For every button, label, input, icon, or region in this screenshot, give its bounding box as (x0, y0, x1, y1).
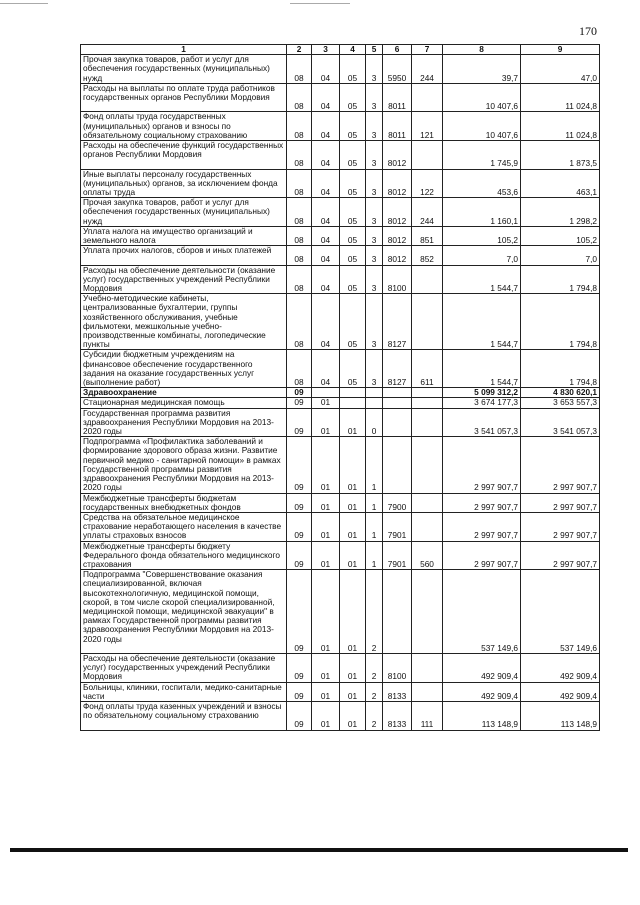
row-name-cell: Фонд оплаты труда казенных учреждений и взносы по обязательному социальному страхованию (81, 701, 287, 730)
row-value-cell: 492 909,4 (443, 653, 521, 682)
row-value-cell (412, 388, 443, 398)
row-value-cell: 8012 (383, 246, 412, 265)
row-value-cell: 2 997 907,7 (443, 437, 521, 493)
scan-artifact (0, 3, 48, 4)
row-value-cell: 05 (340, 265, 366, 294)
table-row (81, 265, 600, 294)
table-row (81, 682, 600, 701)
row-value-cell: 05 (340, 198, 366, 227)
row-value-cell: 08 (287, 350, 312, 388)
row-value-cell: 1 160,1 (443, 198, 521, 227)
row-value-cell: 09 (287, 408, 312, 437)
row-value-cell: 8127 (383, 294, 412, 350)
row-value-cell (412, 83, 443, 112)
row-value-cell (412, 294, 443, 350)
row-value-cell: 04 (312, 112, 340, 141)
header-cell: 6 (383, 45, 412, 55)
row-value-cell (412, 493, 443, 512)
row-name-cell: Стационарная медицинская помощь (81, 398, 287, 408)
row-value-cell: 2 (366, 570, 383, 654)
row-value-cell: 7901 (383, 512, 412, 541)
row-value-cell: 01 (312, 653, 340, 682)
row-value-cell: 1 (366, 493, 383, 512)
row-name-cell: Иные выплаты персоналу государственных (муниципальных) органов, за исключением фонда оплаты труда (81, 169, 287, 198)
row-value-cell: 05 (340, 141, 366, 170)
page-number: 170 (579, 24, 597, 38)
header-cell: 9 (521, 45, 600, 55)
row-value-cell: 05 (340, 294, 366, 350)
budget-table (80, 44, 600, 731)
row-value-cell: 492 909,4 (521, 682, 600, 701)
table-row (81, 701, 600, 730)
table-row (81, 408, 600, 437)
row-value-cell: 2 997 907,7 (443, 493, 521, 512)
row-value-cell (412, 512, 443, 541)
row-value-cell: 09 (287, 388, 312, 398)
table-row (81, 83, 600, 112)
scan-artifact (290, 3, 350, 4)
row-value-cell: 537 149,6 (521, 570, 600, 654)
row-value-cell: 05 (340, 112, 366, 141)
row-value-cell: 04 (312, 198, 340, 227)
row-value-cell: 2 (366, 701, 383, 730)
row-value-cell: 08 (287, 141, 312, 170)
row-value-cell: 121 (412, 112, 443, 141)
row-value-cell: 01 (312, 398, 340, 408)
row-value-cell: 4 830 620,1 (521, 388, 600, 398)
row-value-cell: 09 (287, 512, 312, 541)
row-value-cell: 08 (287, 246, 312, 265)
row-value-cell: 39,7 (443, 55, 521, 84)
row-name-cell: Расходы на обеспечение функций государственных органов Республики Мордовия (81, 141, 287, 170)
row-name-cell: Больницы, клиники, госпитали, медико-санитарные части (81, 682, 287, 701)
row-value-cell: 2 997 907,7 (443, 512, 521, 541)
row-value-cell: 1 544,7 (443, 350, 521, 388)
table-row (81, 653, 600, 682)
row-value-cell: 01 (340, 437, 366, 493)
row-value-cell: 8012 (383, 169, 412, 198)
row-value-cell: 01 (340, 653, 366, 682)
row-value-cell: 01 (312, 701, 340, 730)
row-value-cell (340, 388, 366, 398)
row-name-cell: Расходы на обеспечение деятельности (оказание услуг) государственных учреждений Республики Мордовия (81, 653, 287, 682)
row-value-cell: 113 148,9 (521, 701, 600, 730)
row-value-cell: 7901 (383, 541, 412, 570)
row-value-cell: 7,0 (443, 246, 521, 265)
row-value-cell: 8012 (383, 141, 412, 170)
row-value-cell: 3 541 057,3 (521, 408, 600, 437)
row-value-cell: 01 (312, 408, 340, 437)
row-value-cell: 3 (366, 141, 383, 170)
header-cell: 8 (443, 45, 521, 55)
row-value-cell: 105,2 (443, 226, 521, 245)
row-value-cell (366, 398, 383, 408)
row-value-cell (412, 398, 443, 408)
row-name-cell: Подпрограмма «Профилактика заболеваний и формирование здорового образа жизни. Развитие первичной медико - санитарной помощи» в рамках Государственной программы развития здравоохранения Республики Мордовия на 2013-2020 годы (81, 437, 287, 493)
row-value-cell: 105,2 (521, 226, 600, 245)
row-value-cell: 1 745,9 (443, 141, 521, 170)
row-value-cell: 1 794,8 (521, 350, 600, 388)
table-row (81, 541, 600, 570)
row-value-cell: 3 674 177,3 (443, 398, 521, 408)
row-value-cell: 04 (312, 294, 340, 350)
row-name-cell: Учебно-методические кабинеты, централизованные бухгалтерии, группы хозяйственного обслуживания, учебные фильмотеки, межшкольные учебно-производственные комбинаты, логопедические пункты (81, 294, 287, 350)
row-value-cell: 05 (340, 55, 366, 84)
row-value-cell: 3 (366, 294, 383, 350)
row-value-cell: 04 (312, 141, 340, 170)
table-row (81, 388, 600, 398)
row-value-cell: 3 (366, 226, 383, 245)
row-value-cell: 8012 (383, 198, 412, 227)
row-value-cell: 8133 (383, 682, 412, 701)
row-value-cell: 1 544,7 (443, 294, 521, 350)
row-value-cell: 08 (287, 265, 312, 294)
row-value-cell: 1 794,8 (521, 294, 600, 350)
row-value-cell: 1 873,5 (521, 141, 600, 170)
row-value-cell: 537 149,6 (443, 570, 521, 654)
table-row (81, 294, 600, 350)
row-value-cell: 3 (366, 55, 383, 84)
table-row (81, 169, 600, 198)
row-value-cell: 8127 (383, 350, 412, 388)
row-value-cell: 463,1 (521, 169, 600, 198)
row-value-cell: 453,6 (443, 169, 521, 198)
row-value-cell: 111 (412, 701, 443, 730)
header-cell: 2 (287, 45, 312, 55)
row-value-cell: 08 (287, 83, 312, 112)
row-value-cell: 11 024,8 (521, 83, 600, 112)
row-value-cell: 09 (287, 493, 312, 512)
row-value-cell: 05 (340, 350, 366, 388)
row-name-cell: Здравоохранение (81, 388, 287, 398)
row-value-cell: 3 (366, 169, 383, 198)
row-value-cell: 7,0 (521, 246, 600, 265)
row-value-cell (312, 388, 340, 398)
row-value-cell (383, 437, 412, 493)
row-value-cell: 04 (312, 169, 340, 198)
row-value-cell: 3 (366, 83, 383, 112)
row-name-cell: Фонд оплаты труда государственных (муниципальных) органов и взносы по обязательному социальному страхованию (81, 112, 287, 141)
row-value-cell: 2 (366, 653, 383, 682)
row-value-cell (412, 408, 443, 437)
row-value-cell: 1 298,2 (521, 198, 600, 227)
row-value-cell: 2 997 907,7 (521, 541, 600, 570)
row-value-cell: 3 (366, 112, 383, 141)
table-row (81, 437, 600, 493)
row-value-cell: 611 (412, 350, 443, 388)
row-value-cell: 1 794,8 (521, 265, 600, 294)
table-row (81, 246, 600, 265)
row-value-cell: 01 (340, 512, 366, 541)
row-value-cell: 122 (412, 169, 443, 198)
row-value-cell: 01 (312, 570, 340, 654)
table-row (81, 141, 600, 170)
row-value-cell: 04 (312, 83, 340, 112)
row-value-cell: 09 (287, 701, 312, 730)
row-value-cell: 08 (287, 198, 312, 227)
row-value-cell: 2 997 907,7 (521, 512, 600, 541)
row-value-cell: 1 (366, 437, 383, 493)
row-value-cell: 3 (366, 265, 383, 294)
row-value-cell: 09 (287, 541, 312, 570)
row-value-cell: 09 (287, 398, 312, 408)
row-value-cell: 01 (340, 541, 366, 570)
row-value-cell: 01 (340, 408, 366, 437)
row-value-cell: 2 997 907,7 (443, 541, 521, 570)
row-value-cell: 08 (287, 55, 312, 84)
table-row (81, 570, 600, 654)
row-value-cell: 1 (366, 541, 383, 570)
row-value-cell: 7900 (383, 493, 412, 512)
row-value-cell: 08 (287, 294, 312, 350)
row-value-cell: 05 (340, 83, 366, 112)
row-value-cell: 04 (312, 55, 340, 84)
row-value-cell (412, 653, 443, 682)
row-value-cell: 3 (366, 246, 383, 265)
row-value-cell: 04 (312, 226, 340, 245)
row-value-cell: 01 (312, 512, 340, 541)
row-value-cell (412, 437, 443, 493)
row-value-cell: 04 (312, 265, 340, 294)
row-value-cell: 47,0 (521, 55, 600, 84)
row-value-cell (412, 682, 443, 701)
row-value-cell: 8011 (383, 83, 412, 112)
table-row (81, 55, 600, 84)
row-value-cell: 8011 (383, 112, 412, 141)
table-row (81, 350, 600, 388)
row-name-cell: Прочая закупка товаров, работ и услуг для обеспечения государственных (муниципальных) нужд (81, 198, 287, 227)
row-value-cell: 852 (412, 246, 443, 265)
row-value-cell: 8100 (383, 265, 412, 294)
row-value-cell (383, 398, 412, 408)
table-row (81, 512, 600, 541)
row-name-cell: Подпрограмма "Совершенствование оказания специализированной, включая высокотехнологичную, медицинской помощи, скорой, в том числе скорой специализированной, медицинской помощи, медицинской эвакуации" в рамках Государственной программы развития здравоохранения Республики Мордовия на 2013-2020 годы (81, 570, 287, 654)
page-bottom-rule (10, 848, 628, 852)
row-value-cell (412, 141, 443, 170)
row-value-cell (383, 388, 412, 398)
row-name-cell: Государственная программа развития здравоохранения Республики Мордовия на 2013-2020 годы (81, 408, 287, 437)
row-value-cell: 3 (366, 350, 383, 388)
row-name-cell: Расходы на выплаты по оплате труда работников государственных органов Республики Мордовия (81, 83, 287, 112)
row-name-cell: Расходы на обеспечение деятельности (оказание услуг) государственных учреждений Республики Мордовия (81, 265, 287, 294)
row-value-cell: 2 997 907,7 (521, 437, 600, 493)
row-value-cell: 08 (287, 112, 312, 141)
header-cell: 7 (412, 45, 443, 55)
row-value-cell: 01 (312, 437, 340, 493)
row-value-cell: 2 997 907,7 (521, 493, 600, 512)
row-name-cell: Межбюджетные трансферты бюджетам государственных внебюджетных фондов (81, 493, 287, 512)
row-name-cell: Межбюджетные трансферты бюджету Федерального фонда обязательного медицинского страхования (81, 541, 287, 570)
table-row (81, 198, 600, 227)
row-value-cell: 244 (412, 55, 443, 84)
row-value-cell: 492 909,4 (443, 682, 521, 701)
row-value-cell: 01 (340, 701, 366, 730)
row-name-cell: Уплата прочих налогов, сборов и иных платежей (81, 246, 287, 265)
row-name-cell: Уплата налога на имущество организаций и земельного налога (81, 226, 287, 245)
row-value-cell: 09 (287, 570, 312, 654)
row-value-cell (383, 570, 412, 654)
header-cell: 4 (340, 45, 366, 55)
row-value-cell: 8012 (383, 226, 412, 245)
row-value-cell: 1 544,7 (443, 265, 521, 294)
row-value-cell (383, 408, 412, 437)
row-value-cell: 0 (366, 408, 383, 437)
row-value-cell: 3 (366, 198, 383, 227)
row-value-cell: 8133 (383, 701, 412, 730)
table-header-row (81, 45, 600, 55)
row-value-cell: 5950 (383, 55, 412, 84)
row-value-cell: 1 (366, 512, 383, 541)
row-value-cell: 244 (412, 198, 443, 227)
row-name-cell: Средства на обязательное медицинское страхование неработающего населения в качестве уплаты страховых взносов (81, 512, 287, 541)
row-value-cell: 560 (412, 541, 443, 570)
header-cell: 1 (81, 45, 287, 55)
row-value-cell: 01 (312, 493, 340, 512)
row-value-cell: 08 (287, 169, 312, 198)
table-row (81, 493, 600, 512)
row-value-cell: 04 (312, 350, 340, 388)
row-value-cell: 01 (340, 493, 366, 512)
row-value-cell: 09 (287, 653, 312, 682)
row-name-cell: Прочая закупка товаров, работ и услуг для обеспечения государственных (муниципальных) нужд (81, 55, 287, 84)
row-value-cell: 01 (312, 682, 340, 701)
row-value-cell: 3 653 557,3 (521, 398, 600, 408)
row-value-cell: 01 (340, 570, 366, 654)
row-value-cell: 11 024,8 (521, 112, 600, 141)
row-value-cell: 09 (287, 437, 312, 493)
row-value-cell (412, 265, 443, 294)
row-value-cell: 01 (340, 682, 366, 701)
row-value-cell: 05 (340, 226, 366, 245)
row-value-cell: 04 (312, 246, 340, 265)
row-value-cell: 3 541 057,3 (443, 408, 521, 437)
table-row (81, 398, 600, 408)
row-value-cell (340, 398, 366, 408)
row-value-cell: 851 (412, 226, 443, 245)
row-value-cell: 5 099 312,2 (443, 388, 521, 398)
row-value-cell (366, 388, 383, 398)
row-value-cell: 05 (340, 246, 366, 265)
table-row (81, 112, 600, 141)
row-value-cell: 492 909,4 (521, 653, 600, 682)
table-row (81, 226, 600, 245)
row-value-cell: 10 407,6 (443, 112, 521, 141)
row-name-cell: Субсидии бюджетным учреждениям на финансовое обеспечение государственного задания на оказание государственных услуг (выполнение работ) (81, 350, 287, 388)
row-value-cell: 08 (287, 226, 312, 245)
row-value-cell: 2 (366, 682, 383, 701)
row-value-cell: 09 (287, 682, 312, 701)
row-value-cell: 10 407,6 (443, 83, 521, 112)
header-cell: 5 (366, 45, 383, 55)
row-value-cell: 01 (312, 541, 340, 570)
header-cell: 3 (312, 45, 340, 55)
row-value-cell: 113 148,9 (443, 701, 521, 730)
row-value-cell: 8100 (383, 653, 412, 682)
row-value-cell: 05 (340, 169, 366, 198)
row-value-cell (412, 570, 443, 654)
